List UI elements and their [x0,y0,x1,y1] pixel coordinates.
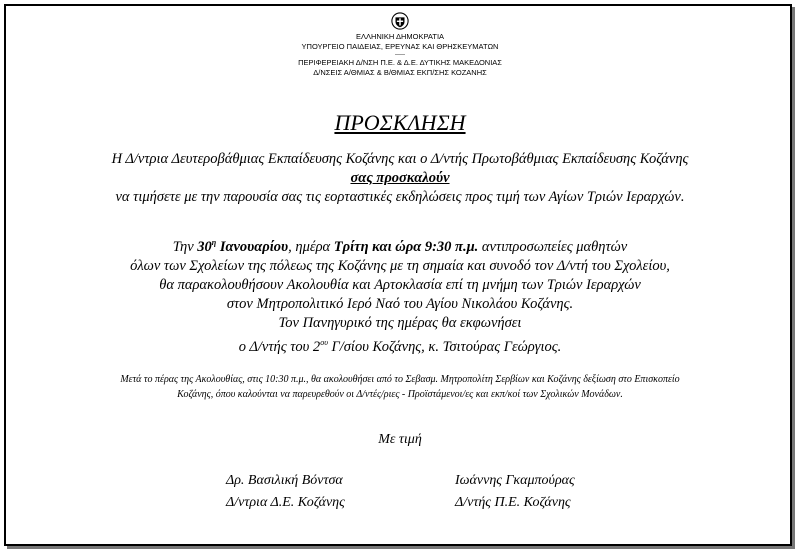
event-date-time: Τρίτη και ώρα 9:30 π.μ. [333,238,479,255]
signature-left-title: Δ/ντρια Δ.Ε. Κοζάνης [226,495,345,510]
event-line-6-suffix: Γ/σίου Κοζάνης, κ. Τσιτούρας Γεώργιος. [327,338,562,355]
event-date-suffix: αντιπροσωπείες μαθητών [478,238,628,255]
closing-salutation: Με τιμή [378,432,422,447]
intro-line-1: Η Δ/ντρια Δευτεροβάθμιας Εκπαίδευσης Κοζάνης και ο Δ/ντής Πρωτοβάθμιας Εκπαίδευσης Κοζάνης [111,151,689,167]
event-date-prefix: Την [172,238,198,255]
header-line-1: ΕΛΛΗΝΙΚΗ ΔΗΜΟΚΡΑΤΙΑ [355,32,445,41]
header-line-4: Δ/ΝΣΕΙΣ Α/ΘΜΙΑΣ & Β/ΘΜΙΑΣ ΕΚΠ/ΣΗΣ ΚΟΖΑΝΗΣ [313,68,487,77]
event-line-4: στον Μητροπολιτικό Ιερό Ναό του Αγίου Νικολάου Κοζάνης. [226,295,574,312]
signature-left [226,470,345,514]
event-date-month: Ιανουαρίου [216,238,289,255]
intro-line-2: σας προσκαλούν [350,170,450,186]
page-title: ΠΡΟΣΚΛΗΣΗ [334,110,466,135]
note-paragraph [40,372,760,402]
event-line-1 [0,233,800,257]
header-line-2: ΥΠΟΥΡΓΕΙΟ ΠΑΙΔΕΙΑΣ, ΕΡΕΥΝΑΣ ΚΑΙ ΘΡΗΣΚΕΥΜΑΤΩΝ [301,42,499,51]
signature-right-title: Δ/ντής Π.Ε. Κοζάνης [455,495,571,510]
note-line-2: Κοζάνης, όπου καλούνται να παρευρεθούν οι Δ/ντές/ριες - Προϊστάμενοι/ες και εκπ/κοί των Σχολικών Μονάδων. [177,389,623,400]
intro-paragraph [0,150,800,207]
signature-right-name: Ιωάννης Γκαμπούρας [455,473,575,488]
event-line-6-prefix: ο Δ/ντής του 2 [238,338,321,355]
event-paragraph [0,233,800,357]
signature-left-name: Δρ. Βασιλική Βόντσα [226,473,343,488]
event-line-6-sup: ου [320,337,328,347]
event-line-5: Τον Πανηγυρικό της ημέρας θα εκφωνήσει [278,314,522,331]
event-date-mid: , ημέρα [288,238,334,255]
header-line-3: ΠΕΡΙΦΕΡΕΙΑΚΗ Δ/ΝΣΗ Π.Ε. & Δ.Ε. ΔΥΤΙΚΗΣ ΜΑΚΕΔΟΝΙΑΣ [298,58,502,67]
event-line-2: όλων των Σχολείων της πόλεως της Κοζάνης με τη σημαία και συνοδό τον Δ/ντή του Σχολείου, [130,257,670,274]
event-date-sup: η [211,238,217,247]
event-line-3: θα παρακολουθήσουν Ακολουθία και Αρτοκλασία επί τη μνήμη των Τριών Ιεραρχών [159,276,641,293]
event-date-day: 30 [197,238,212,255]
letterhead [0,12,800,78]
signature-right [455,470,575,514]
event-line-6 [0,333,800,357]
greek-coat-of-arms-icon [391,12,409,30]
note-line-1: Μετά το πέρας της Ακολουθίας, στις 10:30 π.μ., θα ακολουθήσει από το Σεβασμ. Μητροπολίτη Σερβίων και Κοζάνης δεξίωση στο Επισκοπείο [120,374,680,385]
intro-line-3: να τιμήσετε με την παρουσία σας τις εορταστικές εκδηλώσεις προς τιμή των Αγίων Τριών Ιεραρχών. [115,189,685,205]
header-separator: ----- [395,52,405,58]
